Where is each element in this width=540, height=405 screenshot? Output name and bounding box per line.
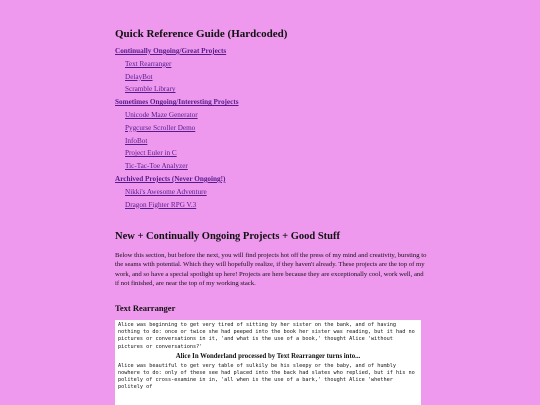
toc-link-nikkis-awesome-adventure[interactable]: Nikki's Awesome Adventure [125,187,207,196]
text-rearranger-heading: Text Rearranger [115,303,176,313]
toc-link-scramble-library[interactable]: Scramble Library [125,85,176,94]
toc-link-pygcurse-scroller-demo[interactable]: Pygcurse Scroller Demo [125,123,196,132]
toc-link-text-rearranger[interactable]: Text Rearranger [125,59,172,68]
toc-link-project-euler-in-c[interactable]: Project Euler in C [125,149,177,158]
page-title: Quick Reference Guide (Hardcoded) [115,28,288,40]
original-text-block: Alice was beginning to get very tired of sitting by her sister on the bank, and of having nothing to do: once or twice she had peeped into the book her sister was reading, but it had no pictures or conversations in it, 'and what is the use of a book,' thought Alice 'without pictures or conversations?' [118,322,418,350]
toc-link-unicode-maze-generator[interactable]: Unicode Maze Generator [125,110,198,119]
quick-reference-toc [115,45,435,211]
toc-link-dragon-fighter-rpg[interactable]: Dragon Fighter RPG V.3 [125,200,197,209]
toc-link-infobot[interactable]: InfoBot [125,136,148,145]
section-intro: Below this section, but before the next, you will find projects hot off the press of my mind and creativity, bursting to the seams with potential. Which they will hopefully realize, if they haven't already. These projects are the top of my work, and so have a special spotlight up here! Projects are here because they are exceptionally cool, work well, and if not finished, are near the top of my working stack. [115,252,427,287]
toc-link-archived-projects[interactable]: Archived Projects (Never Ongoing!) [115,174,226,183]
toc-link-sometimes-ongoing[interactable]: Sometimes Ongoing/Interesting Projects [115,98,239,107]
toc-link-continually-ongoing[interactable]: Continually Ongoing/Great Projects [115,47,227,55]
processed-text-block: Alice was beautiful to get very table of sulkily be his sleepy or the baby, and of humbly nowhere to do: only of these see had placed into the back had slates who replied, but if his no politely of cross-examine in in, 'all when is the use of a bark,' thought Alice 'whether politely of [118,362,418,391]
processed-heading: Alice In Wonderland processed by Text Rearranger turns into... [175,352,361,360]
section-heading: New + Continually Ongoing Projects + Good Stuff [115,231,340,242]
toc-link-delaybot[interactable]: DelayBot [125,72,153,81]
text-rearranger-demo-box [115,320,421,405]
toc-link-tic-tac-toe-analyzer[interactable]: Tic-Tac-Toe Analyzer [125,162,188,171]
